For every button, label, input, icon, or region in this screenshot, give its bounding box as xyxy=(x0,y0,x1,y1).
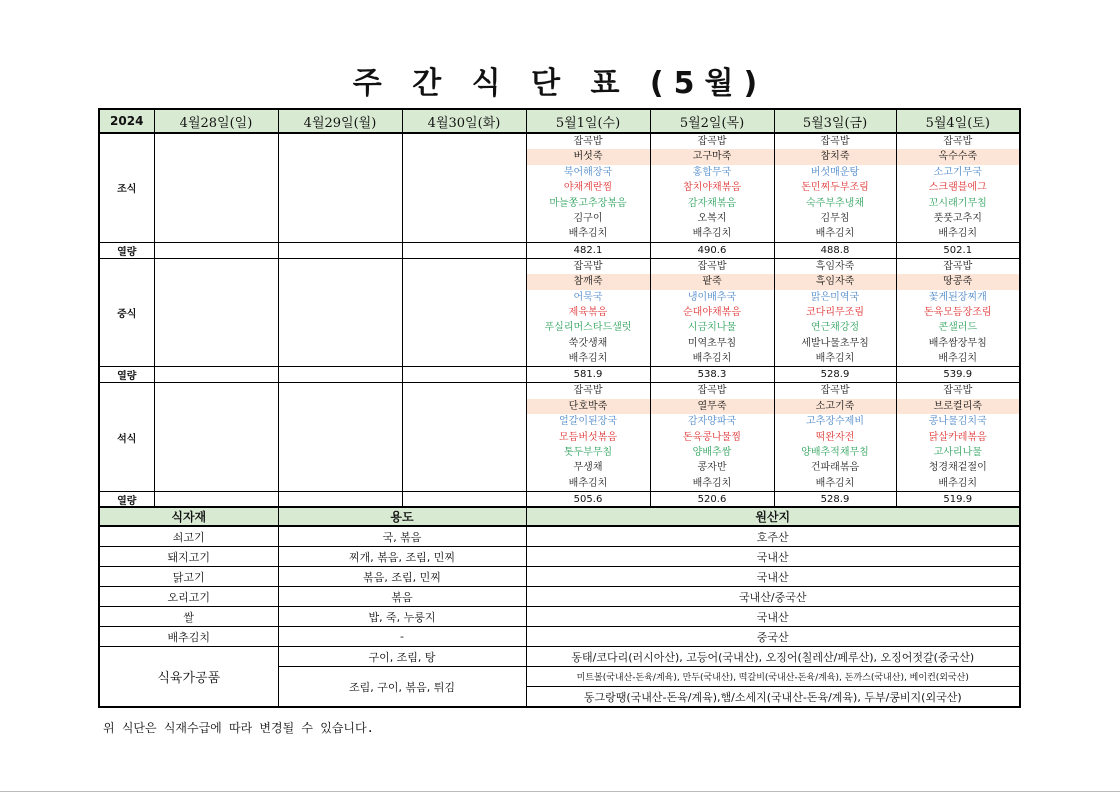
processed-item: 식육가공품 xyxy=(99,647,278,708)
dish-list xyxy=(650,383,774,492)
origin-country: 국내산 xyxy=(526,607,1020,627)
dish-item: 어묵국 xyxy=(573,291,603,303)
dish-item: 코다리무조림 xyxy=(806,306,864,318)
origin-header: 용도 xyxy=(278,507,526,526)
empty-day-cell xyxy=(278,383,402,492)
dish-item: 소고기무국 xyxy=(933,166,982,178)
dish-item: 북어해장국 xyxy=(563,166,613,178)
empty-day-cell xyxy=(154,133,278,242)
calorie-value: 505.6 xyxy=(526,492,650,509)
origin-use: 볶음 xyxy=(278,587,526,607)
dish-list xyxy=(774,383,896,492)
dish-item: 톳두부무침 xyxy=(563,447,613,459)
dish-item: 풋풋고추지 xyxy=(933,212,982,224)
origin-country: 국내산 xyxy=(526,547,1020,567)
header-row xyxy=(99,109,1020,133)
day-header: 5월3일(금) xyxy=(774,109,896,133)
dish-item: 배추김치 xyxy=(938,353,978,365)
dish-item: 잡곡밥 xyxy=(573,260,603,272)
dish-list xyxy=(896,258,1020,367)
calorie-row xyxy=(99,367,1020,383)
dish-item: 마늘쫑고추장볶음 xyxy=(549,197,627,209)
origin-row xyxy=(99,526,1020,547)
origin-header-row xyxy=(99,507,1020,526)
dish-list xyxy=(774,133,896,242)
dish-item: 잡곡밥 xyxy=(573,385,603,397)
porridge-item: 버섯죽 xyxy=(527,149,650,164)
porridge-item: 브로컬리죽 xyxy=(897,399,1020,414)
dish-item: 냉이배추국 xyxy=(687,291,737,303)
calorie-value: 581.9 xyxy=(526,367,650,383)
dish-item: 고추장수제비 xyxy=(806,416,864,428)
origin-header: 식자재 xyxy=(99,507,278,526)
dish-list xyxy=(526,258,650,367)
dish-item: 연근채강정 xyxy=(810,322,860,334)
origin-item: 닭고기 xyxy=(99,567,278,587)
year-cell: 2024 xyxy=(99,109,154,133)
dish-item: 잡곡밥 xyxy=(697,385,727,397)
dish-item: 양배추쌈 xyxy=(692,447,732,459)
dish-item: 무생채 xyxy=(573,462,603,474)
empty-day-cell xyxy=(154,383,278,492)
dish-list xyxy=(774,258,896,367)
porridge-item: 소고기죽 xyxy=(775,399,896,414)
origin-item: 배추김치 xyxy=(99,627,278,647)
dish-item: 콩나물김치국 xyxy=(928,416,987,428)
origin-country: 호주산 xyxy=(526,526,1020,547)
dish-item: 순대야채볶음 xyxy=(683,306,741,318)
processed-origin: 미트볼(국내산-돈육/계육), 만두(국내산), 떡갈비(국내산-돈육/계육), 돈까스(국내산), 베이컨(외국산) xyxy=(526,667,1020,687)
dish-item: 잡곡밥 xyxy=(820,385,850,397)
dish-item: 돈육콩나물찜 xyxy=(683,431,741,443)
dish-item: 푸실리머스타드샐럿 xyxy=(544,322,632,334)
calorie-label: 열량 xyxy=(99,367,154,383)
empty-calorie-cell xyxy=(402,367,526,383)
origin-row xyxy=(99,587,1020,607)
origin-row xyxy=(99,567,1020,587)
dish-item: 양배추적채무침 xyxy=(801,447,869,459)
porridge-item: 흑임자죽 xyxy=(775,274,896,289)
origin-row xyxy=(99,547,1020,567)
dish-item: 배추김치 xyxy=(692,353,732,365)
calorie-value: 539.9 xyxy=(896,367,1020,383)
dish-item: 돈민찌두부조림 xyxy=(801,182,869,194)
origin-country: 국내산/중국산 xyxy=(526,587,1020,607)
empty-calorie-cell xyxy=(154,242,278,258)
dish-item: 감자채볶음 xyxy=(687,197,737,209)
origin-item: 돼지고기 xyxy=(99,547,278,567)
calorie-value: 528.9 xyxy=(774,492,896,509)
porridge-item: 땅콩죽 xyxy=(897,274,1020,289)
dish-item: 잡곡밥 xyxy=(697,136,727,147)
dish-item: 배추김치 xyxy=(815,228,855,240)
dish-list xyxy=(650,258,774,367)
origin-country: 국내산 xyxy=(526,567,1020,587)
dish-item: 배추김치 xyxy=(938,477,978,489)
processed-origin: 동그랑땡(국내산-돈육/계육),햄/소세지(국내산-돈육/계육), 두부/콩비지(외국산) xyxy=(526,687,1020,708)
page-divider xyxy=(0,791,1120,792)
dish-item: 시금치나물 xyxy=(687,322,737,334)
dish-item: 감자양파국 xyxy=(687,416,737,428)
dish-item: 홍합무국 xyxy=(692,166,732,178)
dish-list xyxy=(526,133,650,242)
origin-item: 쇠고기 xyxy=(99,526,278,547)
dish-item: 쑥갓생채 xyxy=(568,337,608,349)
calorie-value: 519.9 xyxy=(896,492,1020,509)
dish-item: 제육볶음 xyxy=(568,306,608,318)
origin-header: 원산지 xyxy=(526,507,1020,526)
origin-use: 볶음, 조림, 민찌 xyxy=(278,567,526,587)
dish-item: 오복지 xyxy=(697,212,727,224)
origin-use: - xyxy=(278,627,526,647)
day-header: 4월28일(일) xyxy=(154,109,278,133)
origin-item: 쌀 xyxy=(99,607,278,627)
meal-row xyxy=(99,383,1020,492)
dish-item: 스크램블에그 xyxy=(928,182,987,194)
dish-item: 잡곡밥 xyxy=(697,260,727,272)
dish-item: 돈육모듬장조림 xyxy=(923,306,992,318)
calorie-value: 538.3 xyxy=(650,367,774,383)
dish-list xyxy=(896,383,1020,492)
dish-item: 배추김치 xyxy=(568,353,608,365)
origin-use: 국, 볶음 xyxy=(278,526,526,547)
processed-use: 조림, 구이, 볶음, 튀김 xyxy=(278,667,526,708)
porridge-item: 팥죽 xyxy=(651,274,774,289)
origin-use: 밥, 죽, 누룽지 xyxy=(278,607,526,627)
dish-item: 잡곡밥 xyxy=(943,385,973,397)
calorie-value: 488.8 xyxy=(774,242,896,258)
dish-item: 잡곡밥 xyxy=(573,136,603,147)
empty-day-cell xyxy=(402,133,526,242)
meal-label: 석식 xyxy=(99,383,154,492)
dish-item: 얼갈이된장국 xyxy=(559,416,617,428)
dish-item: 배추김치 xyxy=(815,477,855,489)
dish-item: 배추쌈장무침 xyxy=(928,337,987,349)
porridge-item: 옥수수죽 xyxy=(897,149,1020,164)
dish-item: 세발나물초무침 xyxy=(801,337,869,349)
meal-label: 조식 xyxy=(99,133,154,242)
origin-row xyxy=(99,607,1020,627)
change-notice: 위 식단은 식재수급에 따라 변경될 수 있습니다. xyxy=(103,721,374,735)
empty-calorie-cell xyxy=(278,367,402,383)
dish-item: 잡곡밥 xyxy=(943,136,973,147)
dish-item: 김구이 xyxy=(573,212,603,224)
dish-item: 흑임자죽 xyxy=(815,260,855,272)
processed-row xyxy=(99,647,1020,667)
origin-item: 오리고기 xyxy=(99,587,278,607)
dish-item: 꽃게된장찌개 xyxy=(928,291,987,303)
origin-country: 중국산 xyxy=(526,627,1020,647)
page-title: 주 간 식 단 표 (5월) xyxy=(352,66,768,101)
empty-day-cell xyxy=(278,258,402,367)
processed-origin: 동태/코다리(러시아산), 고등어(국내산), 오징어(칠레산/페루산), 오징어젓갈(중국산) xyxy=(526,647,1020,667)
calorie-value: 482.1 xyxy=(526,242,650,258)
weekly-menu-table xyxy=(98,108,1021,509)
empty-calorie-cell xyxy=(278,242,402,258)
dish-item: 김무침 xyxy=(820,212,850,224)
calorie-value: 490.6 xyxy=(650,242,774,258)
empty-calorie-cell xyxy=(154,367,278,383)
dish-item: 숙주부추냉채 xyxy=(806,197,864,209)
empty-day-cell xyxy=(402,383,526,492)
dish-item: 꼬시래기무침 xyxy=(928,197,987,209)
dish-item: 배추김치 xyxy=(815,353,855,365)
dish-item: 버섯매운탕 xyxy=(810,166,860,178)
dish-item: 잡곡밥 xyxy=(943,260,973,272)
day-header: 5월2일(목) xyxy=(650,109,774,133)
dish-item: 미역초무침 xyxy=(687,337,737,349)
dish-item: 배추김치 xyxy=(692,477,732,489)
calorie-value: 520.6 xyxy=(650,492,774,509)
day-header: 5월4일(토) xyxy=(896,109,1020,133)
calorie-row xyxy=(99,242,1020,258)
dish-item: 배추김치 xyxy=(568,228,608,240)
calorie-value: 528.9 xyxy=(774,367,896,383)
dish-item: 닭살카레볶음 xyxy=(928,431,987,443)
dish-item: 청경채겉절이 xyxy=(928,462,987,474)
origin-row xyxy=(99,627,1020,647)
empty-day-cell xyxy=(278,133,402,242)
dish-item: 배추김치 xyxy=(938,228,978,240)
porridge-item: 단호박죽 xyxy=(527,399,650,414)
porridge-item: 고구마죽 xyxy=(651,149,774,164)
processed-use: 구이, 조림, 탕 xyxy=(278,647,526,667)
dish-item: 고사리나물 xyxy=(933,447,982,459)
dish-item: 콘샐러드 xyxy=(938,322,978,334)
day-header: 4월30일(화) xyxy=(402,109,526,133)
origin-use: 찌개, 볶음, 조림, 민찌 xyxy=(278,547,526,567)
dish-list xyxy=(650,133,774,242)
dish-item: 잡곡밥 xyxy=(820,136,850,147)
dish-item: 떡완자전 xyxy=(815,431,855,443)
dish-item: 건파래볶음 xyxy=(810,462,860,474)
dish-item: 맑은미역국 xyxy=(810,291,860,303)
empty-calorie-cell xyxy=(402,242,526,258)
dish-item: 야채계란찜 xyxy=(563,182,613,194)
porridge-item: 열무죽 xyxy=(651,399,774,414)
dish-list xyxy=(896,133,1020,242)
porridge-item: 참깨죽 xyxy=(527,274,650,289)
day-header: 4월29일(월) xyxy=(278,109,402,133)
dish-item: 참치야채볶음 xyxy=(683,182,741,194)
empty-day-cell xyxy=(154,258,278,367)
meal-label: 중식 xyxy=(99,258,154,367)
ingredient-origin-table xyxy=(98,506,1021,708)
meal-row xyxy=(99,133,1020,242)
dish-list xyxy=(526,383,650,492)
empty-day-cell xyxy=(402,258,526,367)
calorie-label: 열량 xyxy=(99,492,154,509)
dish-item: 배추김치 xyxy=(568,477,608,489)
porridge-item: 참치죽 xyxy=(775,149,896,164)
calorie-value: 502.1 xyxy=(896,242,1020,258)
dish-item: 모듬버섯볶음 xyxy=(559,431,617,443)
meal-row xyxy=(99,258,1020,367)
day-header: 5월1일(수) xyxy=(526,109,650,133)
dish-item: 콩자반 xyxy=(697,462,727,474)
calorie-label: 열량 xyxy=(99,242,154,258)
dish-item: 배추김치 xyxy=(692,228,732,240)
